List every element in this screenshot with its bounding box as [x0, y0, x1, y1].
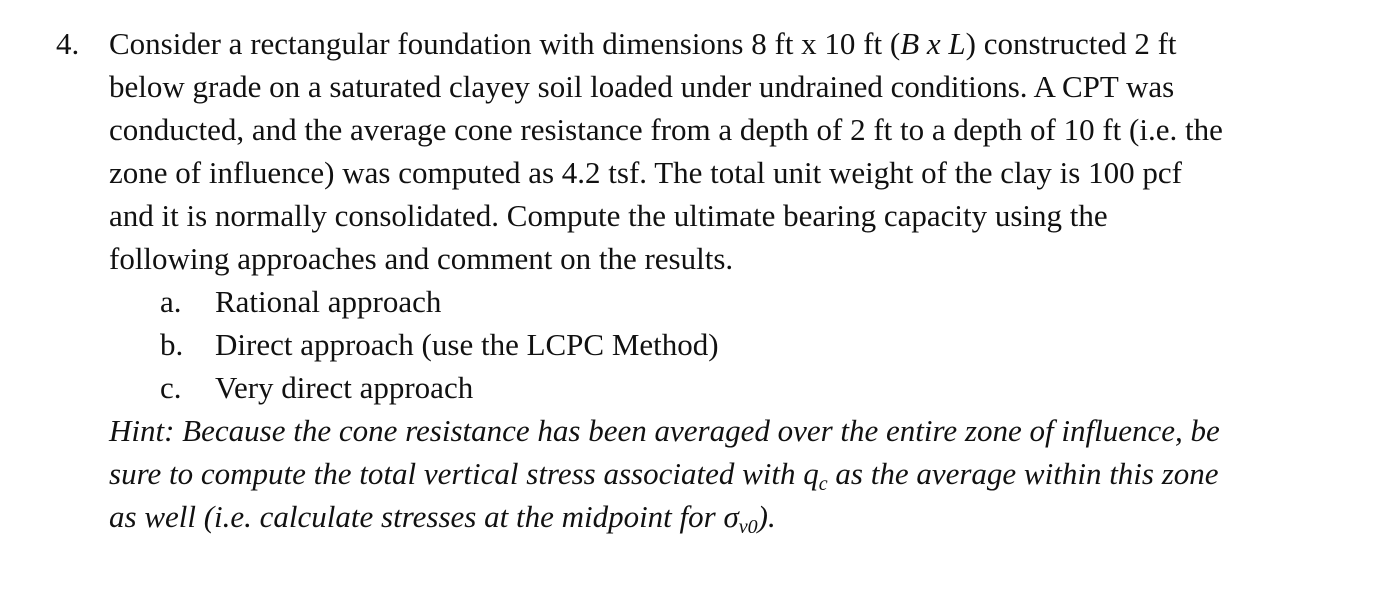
dimension-variables: B x L	[900, 26, 966, 61]
subpart-a-text: Rational approach	[215, 284, 442, 319]
sigma-symbol	[723, 499, 758, 538]
subpart-c-text: Very direct approach	[215, 370, 474, 405]
sigma-base: σ	[723, 499, 739, 534]
hint-line-3	[109, 495, 1379, 538]
hint-line-2-pre: sure to compute the total vertical stress associated with	[109, 456, 804, 491]
subpart-a-letter: a.	[160, 284, 182, 319]
problem-line-2: below grade on a saturated clayey soil loaded under undrained conditions. A CPT was	[109, 69, 1175, 104]
subpart-a	[160, 280, 719, 323]
subpart-c	[160, 366, 719, 409]
problem-line-6: following approaches and comment on the results.	[109, 241, 734, 276]
hint-block	[109, 409, 1379, 538]
problem-number: 4.	[56, 26, 80, 61]
qc-subscript: c	[818, 473, 828, 495]
hint-line-3-pre: as well (i.e. calculate stresses at the midpoint for	[109, 499, 724, 534]
sigma-subscript: v0	[738, 516, 758, 538]
problem-line-4: zone of influence) was computed as 4.2 tsf. The total unit weight of the clay is 100 pcf	[109, 155, 1182, 190]
subpart-b-letter: b.	[160, 327, 184, 362]
problem-line-1	[109, 22, 1369, 65]
hint-line-1: Hint: Because the cone resistance has been averaged over the entire zone of influence, be	[109, 413, 1220, 448]
problem-line-5: and it is normally consolidated. Compute the ultimate bearing capacity using the	[109, 198, 1108, 233]
line-1-post: ) constructed 2 ft	[965, 26, 1177, 61]
subparts-list	[160, 280, 719, 409]
qc-symbol	[803, 456, 828, 495]
subpart-c-letter: c.	[160, 370, 182, 405]
hint-line-2-post: as the average within this zone	[827, 456, 1219, 491]
hint-line-3-post: ).	[757, 499, 776, 534]
subpart-b	[160, 323, 719, 366]
problem-paragraph	[109, 22, 1369, 280]
line-1-pre: Consider a rectangular foundation with dimensions 8 ft x 10 ft (	[109, 26, 901, 61]
problem-line-3: conducted, and the average cone resistance from a depth of 2 ft to a depth of 10 ft (i.e. the	[109, 112, 1223, 147]
subpart-b-text: Direct approach (use the LCPC Method)	[215, 327, 719, 362]
hint-line-2	[109, 452, 1379, 495]
qc-base: q	[803, 456, 819, 491]
